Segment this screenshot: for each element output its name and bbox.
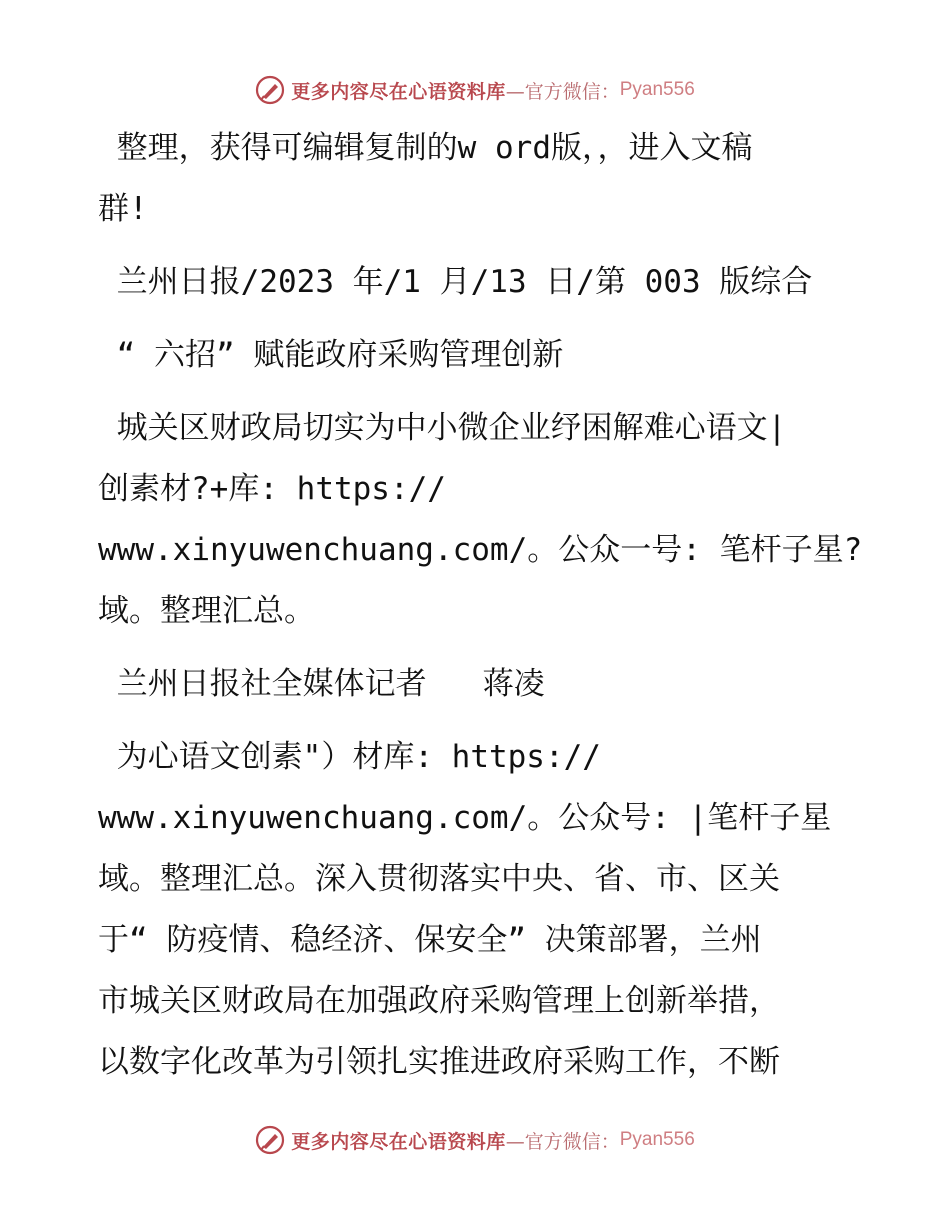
text-line: 群! xyxy=(98,191,148,227)
text-line: 市城关区财政局在加强政府采购管理上创新举措， xyxy=(98,983,780,1019)
text-line: www.xinyuwenchuang.com/。公众一号: 笔杆子星? xyxy=(98,532,863,568)
paragraph xyxy=(98,118,858,240)
text-line: 于“ 防疫情、稳经济、保安全” 决策部署，兰州 xyxy=(98,922,762,958)
text-line: 域。整理汇总。 xyxy=(98,593,315,629)
text-line: 域。整理汇总。深入贯彻落实中央、省、市、区关 xyxy=(98,861,780,897)
watermark-wechat-id: Pyan556 xyxy=(619,1129,695,1150)
paragraph xyxy=(98,727,858,1093)
text-line: 为心语文创素"）材库: https:// xyxy=(98,739,601,775)
text-line: 创素材?+库: https:// xyxy=(98,471,446,507)
text-line: www.xinyuwenchuang.com/。公众号: |笔杆子星 xyxy=(98,800,832,836)
text-line: 整理，获得可编辑复制的w ord版，，进入文稿 xyxy=(98,130,753,166)
newspaper-source-line xyxy=(98,252,858,313)
text-line: “ 六招” 赋能政府采购管理创新 xyxy=(98,337,564,373)
text-line: 兰州日报社全媒体记者 蒋凌 xyxy=(98,666,545,702)
watermark-wechat-id: Pyan556 xyxy=(619,79,695,100)
text-line: 以数字化改革为引领扎实推进政府采购工作，不断 xyxy=(98,1044,780,1080)
article-subtitle xyxy=(98,398,863,642)
text-line: 城关区财政局切实为中小微企业纾困解难心语文| xyxy=(98,410,787,446)
watermark-main-text: 更多内容尽在心语资料库 xyxy=(291,1130,506,1153)
article-byline xyxy=(98,654,858,715)
watermark-sub-text: —官方微信： xyxy=(505,1130,620,1153)
watermark-banner-bottom xyxy=(0,1120,950,1160)
watermark-main-text: 更多内容尽在心语资料库 xyxy=(291,80,506,103)
text-line: 兰州日报/2023 年/1 月/13 日/第 003 版综合 xyxy=(98,264,813,300)
watermark-sub-text: —官方微信： xyxy=(505,80,620,103)
watermark-banner-top xyxy=(0,70,950,110)
article-title xyxy=(98,325,858,386)
quill-pen-logo-icon xyxy=(255,1125,285,1155)
document-body xyxy=(98,118,863,1093)
quill-pen-logo-icon xyxy=(255,75,285,105)
